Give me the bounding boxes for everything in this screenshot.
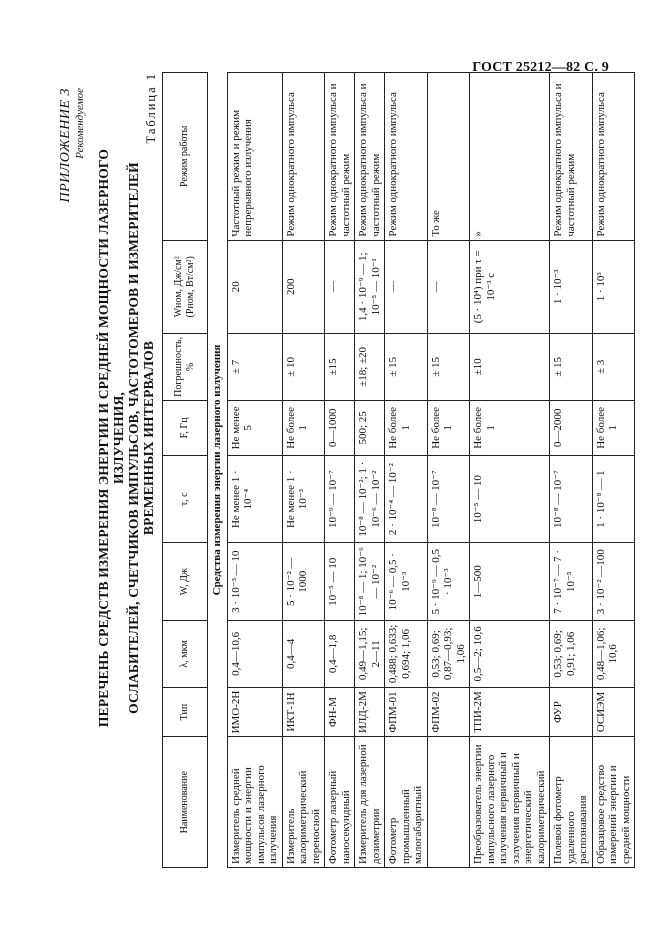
cell-w: 7 · 10⁻⁷ — 7 · 10⁻⁵ — [550, 543, 593, 621]
cell-err: ±18; ±20 — [355, 333, 385, 400]
cell-mode: Режим однократного импульса — [592, 73, 635, 241]
table-row — [470, 73, 550, 868]
document-title — [96, 128, 156, 748]
cell-type: ТПИ-2М — [470, 687, 550, 737]
cell-err: ± 3 — [592, 333, 635, 400]
cell-tau: 10⁻⁸ — 10⁻⁷ — [427, 455, 470, 543]
table-label: Таблица 1 — [144, 72, 158, 144]
table-row — [227, 73, 282, 868]
cell-w: 10⁻⁸ — 1; 10⁻⁶ — 10⁻² — [355, 543, 385, 621]
cell-mode: Режим однократного импульса и частотный режим — [550, 73, 593, 241]
cell-type: ИЛД-2М — [355, 687, 385, 737]
cell-mode: » — [470, 73, 550, 241]
rotated-page-content — [58, 72, 632, 868]
col-header: τ, с — [163, 455, 208, 543]
cell-tau: 10⁻⁸ — 10⁻⁷ — [550, 455, 593, 543]
cell-name: Измеритель для лазерной дозиметрии — [355, 737, 385, 868]
table-row — [550, 73, 593, 868]
cell-mode: Режим однократного импульса — [282, 73, 325, 241]
table-subheading: Средства измерения энергии лазерного излучения — [208, 73, 228, 868]
cell-name: Полевой фотометр удаленного распознавания — [550, 737, 593, 868]
table-header-row — [163, 73, 208, 868]
page-header: ГОСТ 25212—82 С. 9 — [472, 60, 609, 75]
cell-err: ±10 — [470, 333, 550, 400]
cell-type: ФПМ-02 — [427, 687, 470, 737]
col-header: λ, мкм — [163, 621, 208, 688]
col-header: W, Дж — [163, 543, 208, 621]
cell-err: ± 15 — [385, 333, 428, 400]
subheading-row — [208, 73, 228, 868]
appendix-note: Рекомендуемое — [74, 88, 86, 159]
cell-w: 5 · 10⁻⁹ — 0,5 · 10⁻³ — [427, 543, 470, 621]
cell-wnom: 1,4 · 10⁻⁹ — 1; 10⁻⁵ — 10⁻¹ — [355, 240, 385, 333]
cell-w: 1—500 — [470, 543, 550, 621]
cell-tau: 10⁻⁹ — 10⁻⁷ — [325, 455, 355, 543]
cell-type: ОСИЭМ — [592, 687, 635, 737]
cell-f: Не более 1 — [282, 400, 325, 455]
cell-type: ФПМ-01 — [385, 687, 428, 737]
cell-mode: Режим однократного импульса — [385, 73, 428, 241]
table-row — [325, 73, 355, 868]
cell-f: 0—2000 — [550, 400, 593, 455]
cell-f: Не менее 5 — [227, 400, 282, 455]
cell-type: ИКТ-1Н — [282, 687, 325, 737]
cell-lambda: 0,4—1,8 — [325, 621, 355, 688]
cell-tau: 1 · 10⁻⁸ — 1 — [592, 455, 635, 543]
cell-w: 10⁻⁵ — 10 — [325, 543, 355, 621]
cell-mode: Режим однократного импульса и частотный режим — [355, 73, 385, 241]
cell-err: ± 15 — [550, 333, 593, 400]
cell-f: 0—1000 — [325, 400, 355, 455]
cell-wnom: — — [427, 240, 470, 333]
cell-err: ± 7 — [227, 333, 282, 400]
cell-f: Не более 1 — [470, 400, 550, 455]
col-header: F, Гц — [163, 400, 208, 455]
appendix-block — [58, 88, 86, 202]
cell-name: Измеритель калориметрический переносной — [282, 737, 325, 868]
cell-wnom: 200 — [282, 240, 325, 333]
cell-name: Преобразователь энергии импульсного лазерного излучения первичный и эзлучения первичный и энергетический калориметрический — [470, 737, 550, 868]
table-row — [592, 73, 635, 868]
instruments-table — [162, 72, 635, 868]
col-header: Тип — [163, 687, 208, 737]
table-row — [355, 73, 385, 868]
cell-name — [427, 737, 470, 868]
cell-lambda: 0,5—2; 10,6 — [470, 621, 550, 688]
cell-type: ИМО-2Н — [227, 687, 282, 737]
cell-err: ±15 — [325, 333, 355, 400]
cell-f: Не более 1 — [385, 400, 428, 455]
cell-w: 10⁻⁶ — 0,5 · 10⁻³ — [385, 543, 428, 621]
cell-tau: 10⁻⁸ — 10⁻²; 1 · 10⁻⁶ — 10⁻² — [355, 455, 385, 543]
cell-f: 500; 25 — [355, 400, 385, 455]
cell-mode: То же — [427, 73, 470, 241]
cell-wnom: 1 · 10³ — [592, 240, 635, 333]
cell-err: ± 15 — [427, 333, 470, 400]
cell-wnom: 1 · 10⁻³ — [550, 240, 593, 333]
col-header: Режим работы — [163, 73, 208, 241]
cell-type: ФУР — [550, 687, 593, 737]
appendix-label: ПРИЛОЖЕНИЕ 3 — [58, 88, 73, 203]
col-header: Наименование — [163, 737, 208, 868]
cell-f: Не более 1 — [427, 400, 470, 455]
cell-name: Измеритель средней мощности и энергии импульсов лазерного излучения — [227, 737, 282, 868]
cell-mode: Частотный режим и режим непрерывного излучения — [227, 73, 282, 241]
cell-lambda: 0,4—10,6 — [227, 621, 282, 688]
cell-name: Фотометр промышленный малогабаритный — [385, 737, 428, 868]
table-row — [282, 73, 325, 868]
cell-lambda: 0,53; 0,69; 0,87—0,93; 1,06 — [427, 621, 470, 688]
cell-w: 5 · 10⁻² — 1000 — [282, 543, 325, 621]
cell-w: 3 · 10⁻³ — 10 — [227, 543, 282, 621]
title-line-2: ОСЛАБИТЕЛЕЙ, СЧЕТЧИКОВ ИМПУЛЬСОВ, ЧАСТОТОМЕРОВ И ИЗМЕРИТЕЛЕЙ ВРЕМЕННЫХ ИНТЕРВАЛОВ — [126, 162, 156, 714]
cell-f: Не более 1 — [592, 400, 635, 455]
cell-tau: 2 · 10⁻⁴ — 10⁻² — [385, 455, 428, 543]
cell-lambda: 0,53; 0,69; 0,91; 1,06 — [550, 621, 593, 688]
cell-lambda: 0,4—4 — [282, 621, 325, 688]
cell-name: Фотометр лазерный наносекундный — [325, 737, 355, 868]
cell-tau: Не менее 1 · 10⁻⁴ — [227, 455, 282, 543]
cell-lambda: 0,49—1,15; 2—11 — [355, 621, 385, 688]
cell-lambda: 0,48—1,06; 10,6 — [592, 621, 635, 688]
cell-wnom: 20 — [227, 240, 282, 333]
title-line-1: ПЕРЕЧЕНЬ СРЕДСТВ ИЗМЕРЕНИЯ ЭНЕРГИИ И СРЕДНЕЙ МОЩНОСТИ ЛАЗЕРНОГО ИЗЛУЧЕНИЯ, — [96, 148, 126, 728]
cell-wnom: — — [385, 240, 428, 333]
cell-w: 3 · 10⁻² —100 — [592, 543, 635, 621]
table-row — [385, 73, 428, 868]
cell-lambda: 0,488; 0,633; 0,694; 1,06 — [385, 621, 428, 688]
cell-wnom: (5 · 10⁴) при τ = 10⁻³ с — [470, 240, 550, 333]
cell-tau: Не менее 1 · 10⁻³ — [282, 455, 325, 543]
cell-tau: 10⁻⁵ — 10 — [470, 455, 550, 543]
table-row — [427, 73, 470, 868]
cell-mode: Режим однократного импульса и частотный режим — [325, 73, 355, 241]
cell-type: ФН-М — [325, 687, 355, 737]
cell-wnom: — — [325, 240, 355, 333]
col-header: Wном, Дж/см² (Pном, Вт/см²) — [163, 240, 208, 333]
col-header: Погрешность, % — [163, 333, 208, 400]
cell-name: Образцовое средство измерений энергии и средней мощности — [592, 737, 635, 868]
cell-err: ± 10 — [282, 333, 325, 400]
